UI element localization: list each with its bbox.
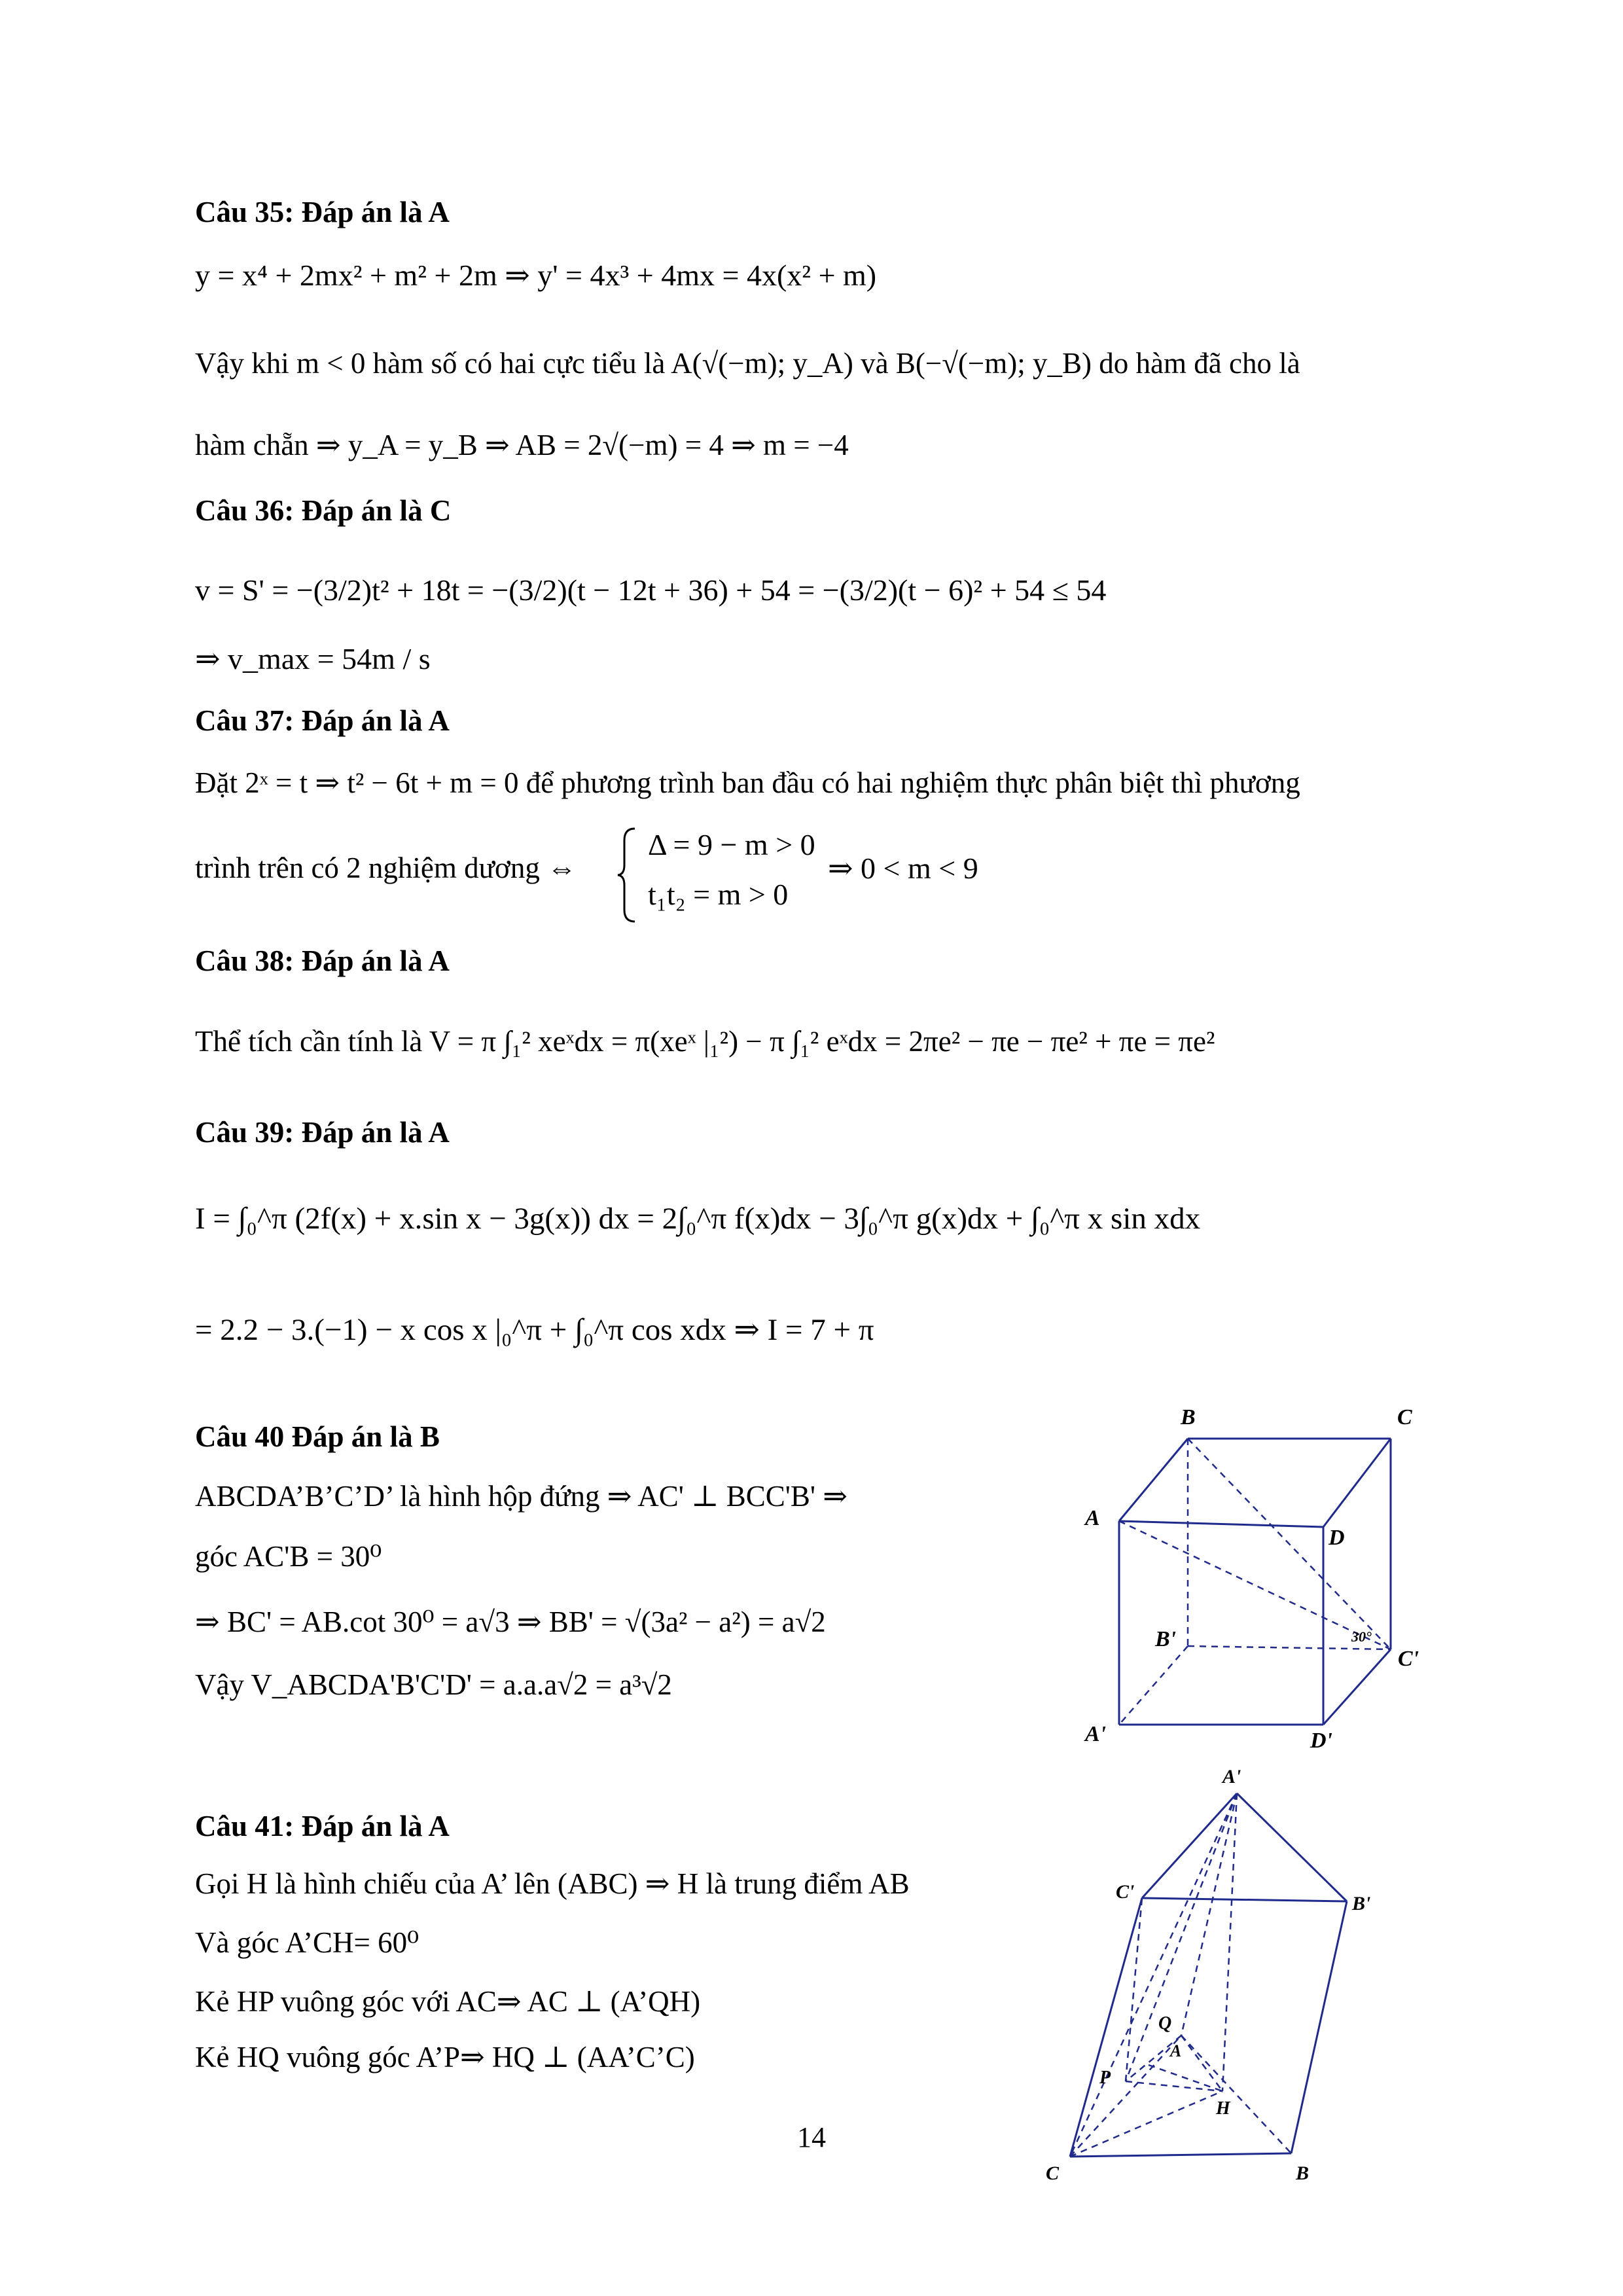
q37-text-line1: Đặt 2ˣ = t ⇒ t² − 6t + m = 0 để phương trình ban đầu có hai nghiệm thực phân biệt thì phương bbox=[195, 766, 1300, 799]
q40-text-line4: Vậy V_ABCDA'B'C'D' = a.a.a√2 = a³√2 bbox=[195, 1668, 672, 1701]
label-A: A bbox=[1170, 2041, 1182, 2060]
q41-text-line2: Và góc A’CH= 60⁰ bbox=[195, 1926, 419, 1959]
q35-equation: y = x⁴ + 2mx² + m² + 2m ⇒ y' = 4x³ + 4mx = 4x(x² + m) bbox=[195, 259, 877, 292]
q38-heading: Câu 38: Đáp án là A bbox=[195, 944, 450, 977]
q41-text-line3: Kẻ HP vuông góc với AC⇒ AC ⊥ (A’QH) bbox=[195, 1985, 701, 2018]
label-D-prime: D' bbox=[1310, 1729, 1332, 1753]
label-B: B bbox=[1181, 1405, 1196, 1429]
label-D: D bbox=[1329, 1526, 1345, 1550]
q39-equation2: = 2.2 − 3.(−1) − x cos x |₀^π + ∫₀^π cos xdx ⇒ I = 7 + π bbox=[195, 1313, 874, 1347]
label-C: C bbox=[1397, 1405, 1412, 1429]
q36-heading: Câu 36: Đáp án là C bbox=[195, 494, 452, 527]
label-P: P bbox=[1099, 2068, 1111, 2088]
label-A: A bbox=[1085, 1506, 1100, 1530]
q41-heading: Câu 41: Đáp án là A bbox=[195, 1810, 450, 1842]
label-B-prime: B' bbox=[1352, 1893, 1371, 1914]
q40-text-line3: ⇒ BC' = AB.cot 30⁰ = a√3 ⇒ BB' = √(3a² − a²) = a√2 bbox=[195, 1605, 826, 1638]
q36-equation1: v = S' = −(3/2)t² + 18t = −(3/2)(t − 12t + 36) + 54 = −(3/2)(t − 6)² + 54 ≤ 54 bbox=[195, 573, 1107, 607]
page-number: 14 bbox=[797, 2121, 826, 2153]
label-H: H bbox=[1216, 2098, 1230, 2119]
q37-system-eq2: t₁t₂ = m > 0 bbox=[648, 878, 789, 911]
label-B-prime: B' bbox=[1155, 1627, 1177, 1651]
q41-text-line4: Kẻ HQ vuông góc A’P⇒ HQ ⊥ (AA’C’C) bbox=[195, 2041, 695, 2073]
q40-heading: Câu 40 Đáp án là B bbox=[195, 1420, 440, 1453]
label-Q: Q bbox=[1158, 2013, 1172, 2034]
q35-heading: Câu 35: Đáp án là A bbox=[195, 196, 450, 228]
label-C: C bbox=[1046, 2162, 1060, 2184]
label-A-prime: A' bbox=[1222, 1766, 1241, 1787]
q36-equation2: ⇒ v_max = 54m / s bbox=[195, 642, 431, 675]
q40-box-figure bbox=[1073, 1401, 1492, 1770]
q40-text-line1: ABCDA’B’C’D’ là hình hộp đứng ⇒ AC' ⊥ BCC'B' ⇒ bbox=[195, 1480, 847, 1513]
q37-heading: Câu 37: Đáp án là A bbox=[195, 704, 450, 737]
q39-equation1: I = ∫₀^π (2f(x) + x.sin x − 3g(x)) dx = 2∫₀^π f(x)dx − 3∫₀^π g(x)dx + ∫₀^π x sin xdx bbox=[195, 1202, 1201, 1236]
q40-text-line2: góc AC'B = 30⁰ bbox=[195, 1540, 382, 1573]
q35-text-line1: Vậy khi m < 0 hàm số có hai cực tiểu là A(√(−m); y_A) và B(−√(−m); y_B) do hàm đã cho là bbox=[195, 347, 1300, 380]
q37-system-brace bbox=[615, 826, 639, 927]
q35-text-line2: hàm chẵn ⇒ y_A = y_B ⇒ AB = 2√(−m) = 4 ⇒ m = −4 bbox=[195, 429, 849, 461]
q37-text-line2: trình trên có 2 nghiệm dương ⇔ bbox=[195, 852, 577, 884]
q38-text-line1: Thể tích cần tính là V = π ∫₁² xeˣdx = π(xeˣ |₁²) − π ∫₁² eˣdx = 2πe² − πe − πe² + πe = πe² bbox=[195, 1025, 1215, 1058]
q39-heading: Câu 39: Đáp án là A bbox=[195, 1116, 450, 1149]
q41-text-line1: Gọi H là hình chiếu của A’ lên (ABC) ⇒ H là trung điểm AB bbox=[195, 1867, 910, 1900]
label-B: B bbox=[1296, 2162, 1310, 2184]
label-C-prime: C' bbox=[1116, 1881, 1135, 1903]
label-A-prime: A' bbox=[1085, 1722, 1107, 1746]
label-C-prime: C' bbox=[1398, 1647, 1419, 1671]
angle-label: 30° bbox=[1351, 1628, 1372, 1645]
q37-result: ⇒ 0 < m < 9 bbox=[828, 852, 978, 885]
q37-system-eq1: Δ = 9 − m > 0 bbox=[648, 828, 815, 861]
